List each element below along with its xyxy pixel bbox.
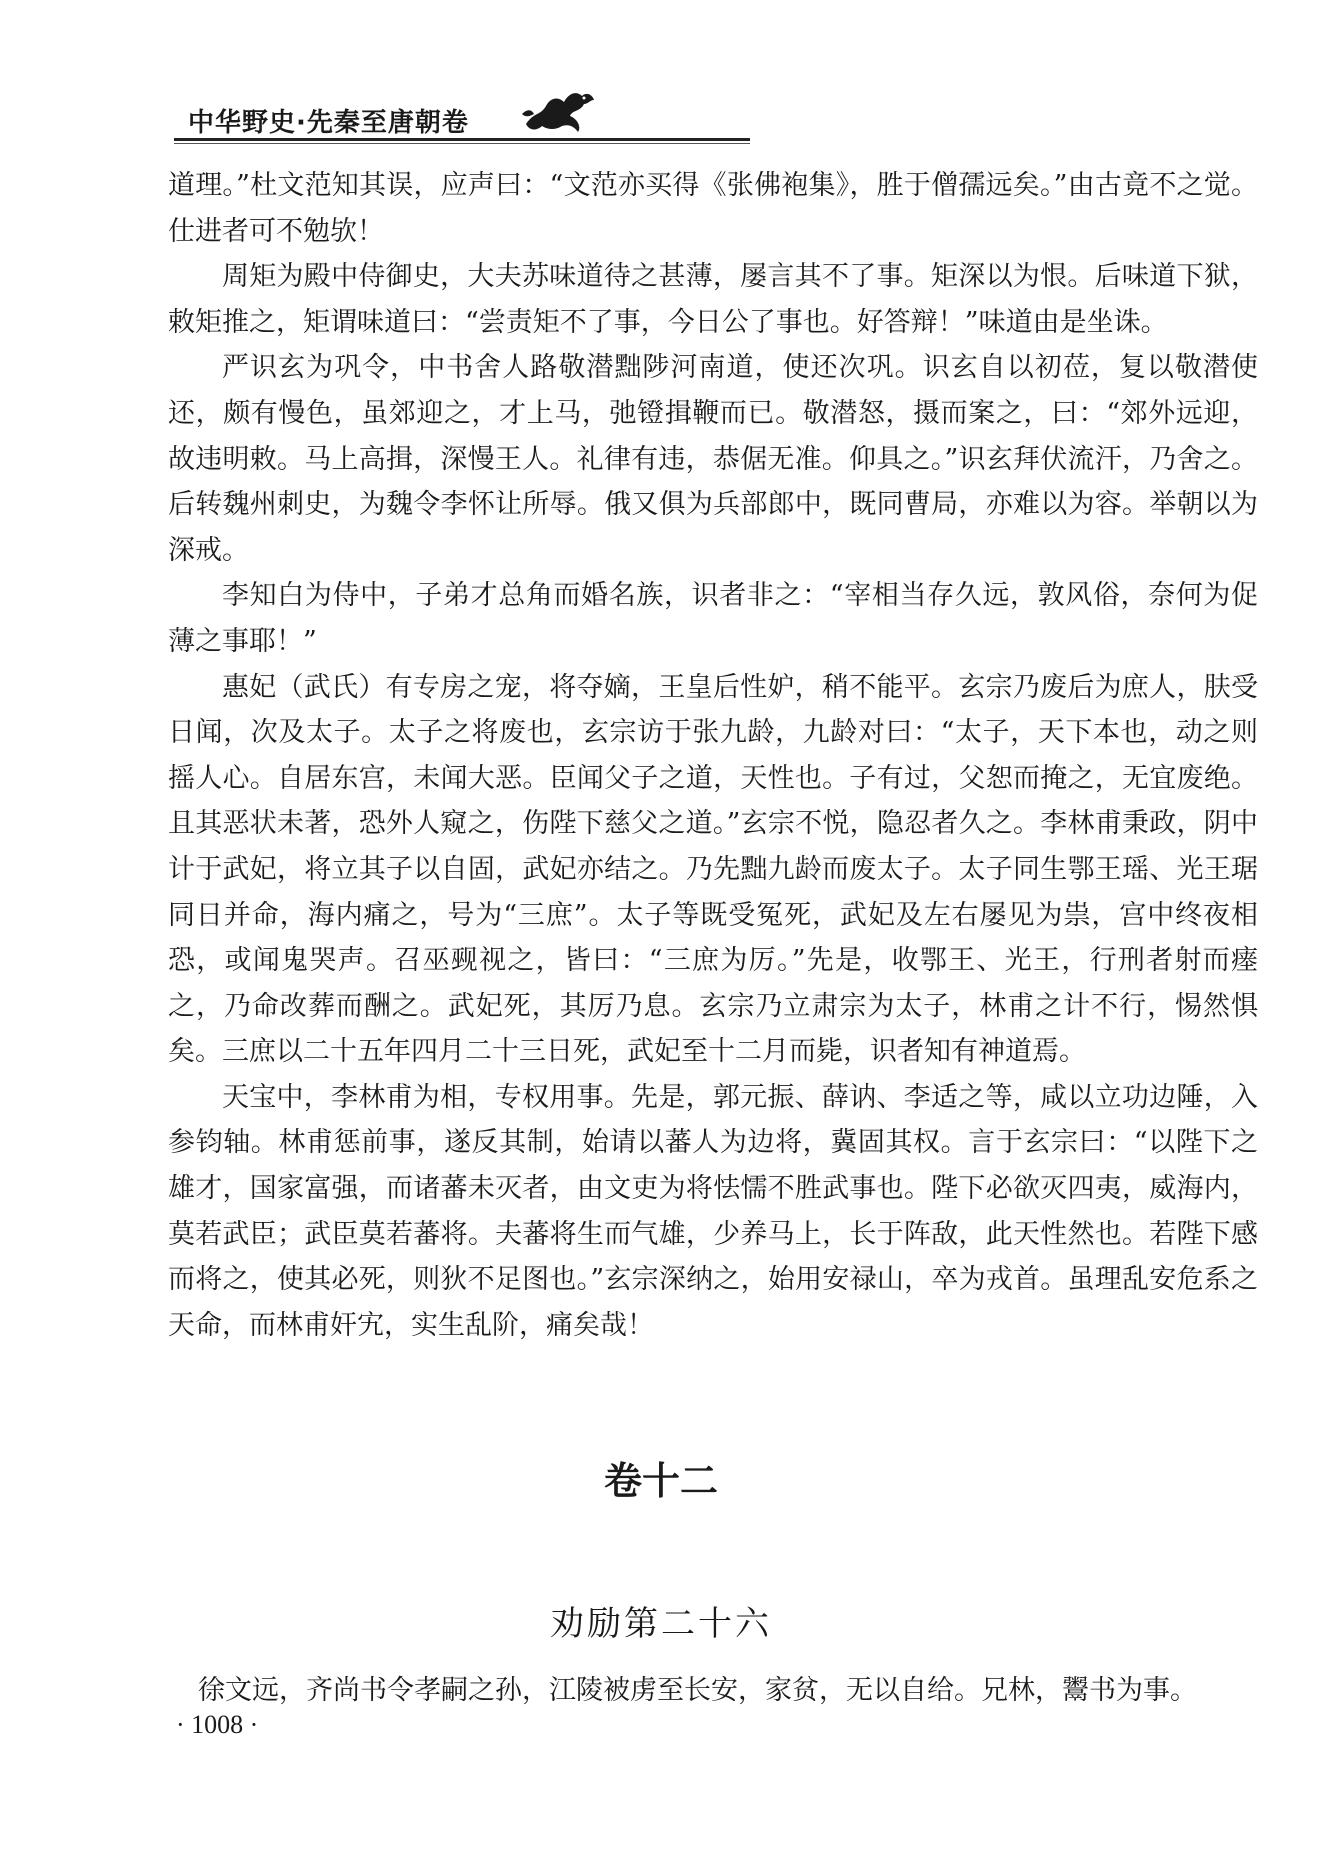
paragraph: 李知白为侍中，子弟才总角而婚名族，识者非之：“宰相当存久远，敦风俗，奈何为促薄之事耶！” <box>168 580 1258 657</box>
paragraph: 惠妃（武氏）有专房之宠，将夺嫡，王皇后性妒，稍不能平。玄宗乃废后为庶人，肤受日闻，次及太子。太子之将废也，玄宗访于张九龄，九龄对曰：“太子，天下本也，动之则摇人心。自居东宫，未闻大恶。臣闻父子之道，天性也。子有过，父恕而掩之，无宜废绝。且其恶状未著，恐外人窥之，伤陛下慈父之道。”玄宗不悦，隐忍者久之。李林甫秉政，阴中计于武妃，将立其子以自固，武妃亦结之。乃先黜九龄而废太子。太子同生鄂王瑶、光王琚同日并命，海内痛之，号为“三庶”。太子等既受冤死，武妃及左右屡见为祟，宫中终夜相恐，或闻鬼哭声。召巫觋视之，皆曰：“三庶为厉。”先是，收鄂王、光王，行刑者射而瘗之，乃命改葬而酬之。武妃死，其厉乃息。玄宗乃立肃宗为太子，林甫之计不行，惕然惧矣。三庶以二十五年四月二十三日死，武妃至十二月而毙，识者知有神道焉。 <box>168 671 1258 1068</box>
volume-title: 卷十二 <box>603 1459 718 1503</box>
paragraph: 徐文远，齐尚书令孝嗣之孙，江陵被虏至长安，家贫，无以自给。兄林，鬻书为事。 <box>198 1675 1197 1706</box>
section-title: 劝励第二十六 <box>550 1604 772 1644</box>
paragraph: 道理。”杜文范知其误，应声曰：“文范亦买得《张佛袍集》，胜于僧孺远矣。”由古竟不之觉。仕进者可不勉欤！ <box>168 170 1258 247</box>
page-number: · 1008 · <box>176 1710 259 1739</box>
book-title: 中华野史·先秦至唐朝卷 <box>188 108 469 138</box>
header-rule-thin <box>174 143 750 144</box>
paragraph: 严识玄为巩令，中书舍人路敬潜黜陟河南道，使还次巩。识玄自以初莅，复以敬潜使还，颇有慢色，虽郊迎之，才上马，弛镫揖鞭而已。敬潜怒，摄而案之，曰：“郊外远迎，故违明敕。马上高揖，深慢王人。礼律有违，恭倨无准。仰具之。”识玄拜伏流汗，乃舍之。后转魏州刺史，为魏令李怀让所辱。俄又俱为兵部郎中，既同曹局，亦难以为容。举朝以为深戒。 <box>168 352 1258 566</box>
body-text <box>168 163 1258 1348</box>
paragraph: 周矩为殿中侍御史，大夫苏味道待之甚薄，屡言其不了事。矩深以为恨。后味道下狱，敕矩推之，矩谓味道曰：“尝责矩不了事，今日公了事也。好答辩！”味道由是坐诛。 <box>168 261 1258 338</box>
running-header <box>150 86 620 146</box>
dragon-logo-icon <box>520 86 598 134</box>
header-rule <box>174 138 750 141</box>
paragraph: 天宝中，李林甫为相，专权用事。先是，郭元振、薛讷、李适之等，咸以立功边陲，入参钧轴。林甫惩前事，遂反其制，始请以蕃人为边将，冀固其权。言于玄宗曰：“以陛下之雄才，国家富强，而诸蕃未灭者，由文吏为将怯懦不胜武事也。陛下必欲灭四夷，威海内，莫若武臣；武臣莫若蕃将。夫蕃将生而气雄，少养马上，长于阵敌，此天性然也。若陛下感而将之，使其必死，则狄不足图也。”玄宗深纳之，始用安禄山，卒为戎首。虽理乱安危系之天命，而林甫奸宄，实生乱阶，痛矣哉！ <box>168 1081 1258 1341</box>
